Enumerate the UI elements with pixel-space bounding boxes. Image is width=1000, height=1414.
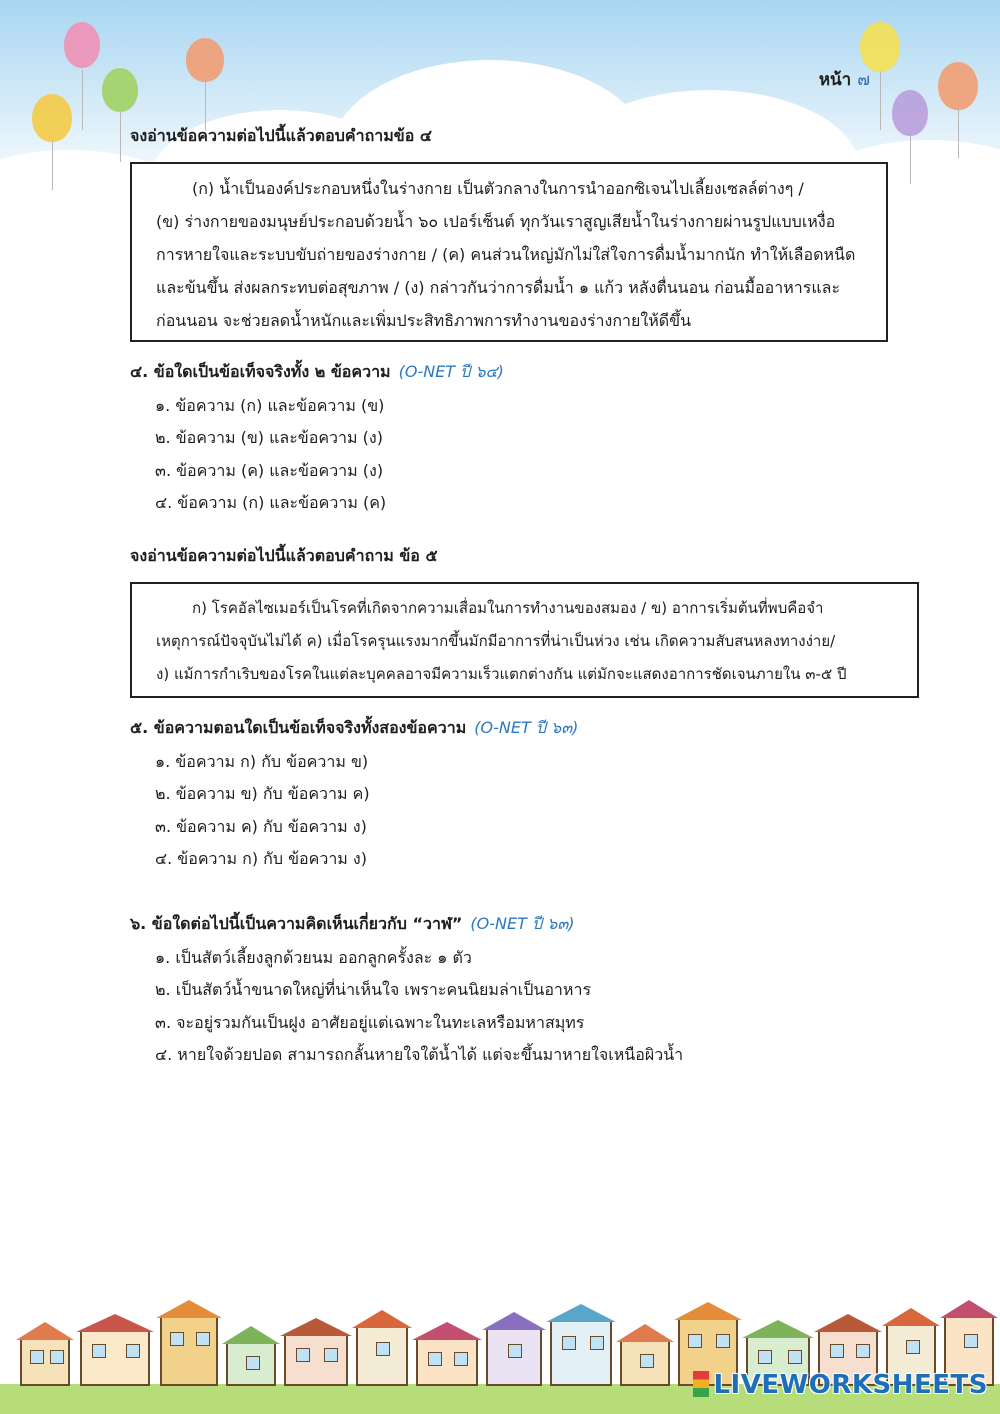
balloon-string xyxy=(910,134,911,184)
passage-box-1 xyxy=(130,162,888,342)
balloon-string xyxy=(82,70,83,130)
passage-line: ก่อนนอน จะช่วยลดน้ำหนักและเพิ่มประสิทธิภาพการทำงานของร่างกายให้ดีขึ้น xyxy=(156,311,692,330)
passage-line: ง) แม้การกำเริบของโรคในแต่ละบุคคลอาจมีความเร็วแตกต่างกัน แต่มักจะแสดงอาการชัดเจนภายใน ๓-๕ ปี xyxy=(156,665,847,683)
passage-box-2 xyxy=(130,582,919,698)
question-5-option-4[interactable]: ๔. ข้อความ ก) กับ ข้อความ ง) xyxy=(155,849,367,868)
shop-icon xyxy=(80,1330,150,1386)
liveworksheets-logo-icon xyxy=(693,1371,709,1397)
question-4 xyxy=(130,360,504,385)
yellow-balloon-icon xyxy=(860,22,900,72)
passage-line: (ข) ร่างกายของมนุษย์ประกอบด้วยน้ำ ๖๐ เปอร์เซ็นต์ ทุกวันเราสูญเสียน้ำในร่างกายผ่านรูปแบบเหงื่อ xyxy=(156,212,836,231)
passage-line: การหายใจและระบบขับถ่ายของร่างกาย / (ค) คนส่วนใหญ่มักไม่ใส่ใจการดื่มน้ำมากนัก ทำให้เลือดหนืด xyxy=(156,245,856,264)
question-6-option-1[interactable]: ๑. เป็นสัตว์เลี้ยงลูกด้วยนม ออกลูกครั้งละ ๑ ตัว xyxy=(155,948,472,967)
orange-balloon-icon xyxy=(938,62,978,110)
cafe-icon xyxy=(284,1334,348,1386)
watermark-text: LIVEWORKSHEETS xyxy=(713,1370,988,1400)
question-4-source: (O-NET ปี ๖๔) xyxy=(398,362,504,381)
passage-line: เหตุการณ์ปัจจุบันไม่ได้ ค) เมื่อโรครุนแรงมากขึ้นมักมีอาการที่น่าเป็นห่วง เช่น เกิดความสับสนหลงทางง่าย/ xyxy=(156,632,836,650)
clinic-icon xyxy=(550,1320,612,1386)
question-4-option-2[interactable]: ๒. ข้อความ (ข) และข้อความ (ง) xyxy=(155,428,383,447)
question-5-option-3[interactable]: ๓. ข้อความ ค) กับ ข้อความ ง) xyxy=(155,817,367,836)
question-5-option-2[interactable]: ๒. ข้อความ ข) กับ ข้อความ ค) xyxy=(155,784,370,803)
passage-line: ก) โรคอัลไซเมอร์เป็นโรคที่เกิดจากความเสื่อมในการทำงานของสมอง / ข) อาการเริ่มต้นที่พบคือจำ xyxy=(192,599,824,617)
orange-balloon-icon xyxy=(186,38,224,82)
question-5-option-1[interactable]: ๑. ข้อความ ก) กับ ข้อความ ข) xyxy=(155,752,369,771)
town-illustration xyxy=(0,1300,1000,1414)
balloon-string xyxy=(120,112,121,162)
yellow-balloon-icon xyxy=(32,94,72,142)
balloon-string xyxy=(205,80,206,130)
house-icon xyxy=(20,1338,70,1386)
question-4-option-1[interactable]: ๑. ข้อความ (ก) และข้อความ (ข) xyxy=(155,396,385,415)
liveworksheets-watermark xyxy=(693,1370,988,1400)
house-icon xyxy=(356,1326,408,1386)
question-4-option-3[interactable]: ๓. ข้อความ (ค) และข้อความ (ง) xyxy=(155,461,384,480)
green-balloon-icon xyxy=(102,68,138,112)
question-6-source: (O-NET ปี ๖๓) xyxy=(470,914,575,933)
page-number xyxy=(819,66,870,93)
section2-heading: จงอ่านข้อความต่อไปนี้แล้วตอบคำถาม ข้อ ๕ xyxy=(130,546,438,565)
page-label: หน้า xyxy=(818,70,852,90)
question-6-option-3[interactable]: ๓. จะอยู่รวมกันเป็นฝูง อาศัยอยู่แต่เฉพาะในทะเลหรือมหาสมุทร xyxy=(155,1013,585,1032)
bakery-icon xyxy=(416,1338,478,1386)
purple-balloon-icon xyxy=(892,90,928,136)
question-5-text: ๕. ข้อความตอนใดเป็นข้อเท็จจริงทั้งสองข้อความ xyxy=(130,718,467,737)
question-5 xyxy=(130,716,578,741)
page-number-value: ๗ xyxy=(857,70,870,90)
question-4-option-4[interactable]: ๔. ข้อความ (ก) และข้อความ (ค) xyxy=(155,493,387,512)
question-6-option-4[interactable]: ๔. หายใจด้วยปอด สามารถกลั้นหายใจใต้น้ำได้ แต่จะขึ้นมาหายใจเหนือผิวน้ำ xyxy=(155,1045,684,1064)
balloon-string xyxy=(880,70,881,130)
balloon-string xyxy=(958,108,959,158)
pink-balloon-icon xyxy=(64,22,100,68)
house-icon xyxy=(486,1328,542,1386)
question-6 xyxy=(130,912,575,937)
passage-line: (ก) น้ำเป็นองค์ประกอบหนึ่งในร่างกาย เป็นตัวกลางในการนำออกซิเจนไปเลี้ยงเซลล์ต่างๆ / xyxy=(192,179,804,198)
question-6-option-2[interactable]: ๒. เป็นสัตว์น้ำขนาดใหญ่ที่น่าเห็นใจ เพราะคนนิยมล่าเป็นอาหาร xyxy=(155,980,592,999)
house-icon xyxy=(620,1340,670,1386)
question-5-source: (O-NET ปี ๖๓) xyxy=(474,718,579,737)
section1-heading: จงอ่านข้อความต่อไปนี้แล้วตอบคำถามข้อ ๔ xyxy=(130,126,433,145)
house-icon xyxy=(226,1342,276,1386)
question-4-text: ๔. ข้อใดเป็นข้อเท็จจริงทั้ง ๒ ข้อความ xyxy=(130,362,391,381)
balloon-string xyxy=(52,140,53,190)
school-icon xyxy=(160,1316,218,1386)
passage-line: และข้นขึ้น ส่งผลกระทบต่อสุขภาพ / (ง) กล่าวกันว่าการดื่มน้ำ ๑ แก้ว หลังตื่นนอน ก่อนมื้ออาหารและ xyxy=(156,278,841,297)
question-6-text: ๖. ข้อใดต่อไปนี้เป็นความคิดเห็นเกี่ยวกับ “วาฬ” xyxy=(130,914,463,933)
